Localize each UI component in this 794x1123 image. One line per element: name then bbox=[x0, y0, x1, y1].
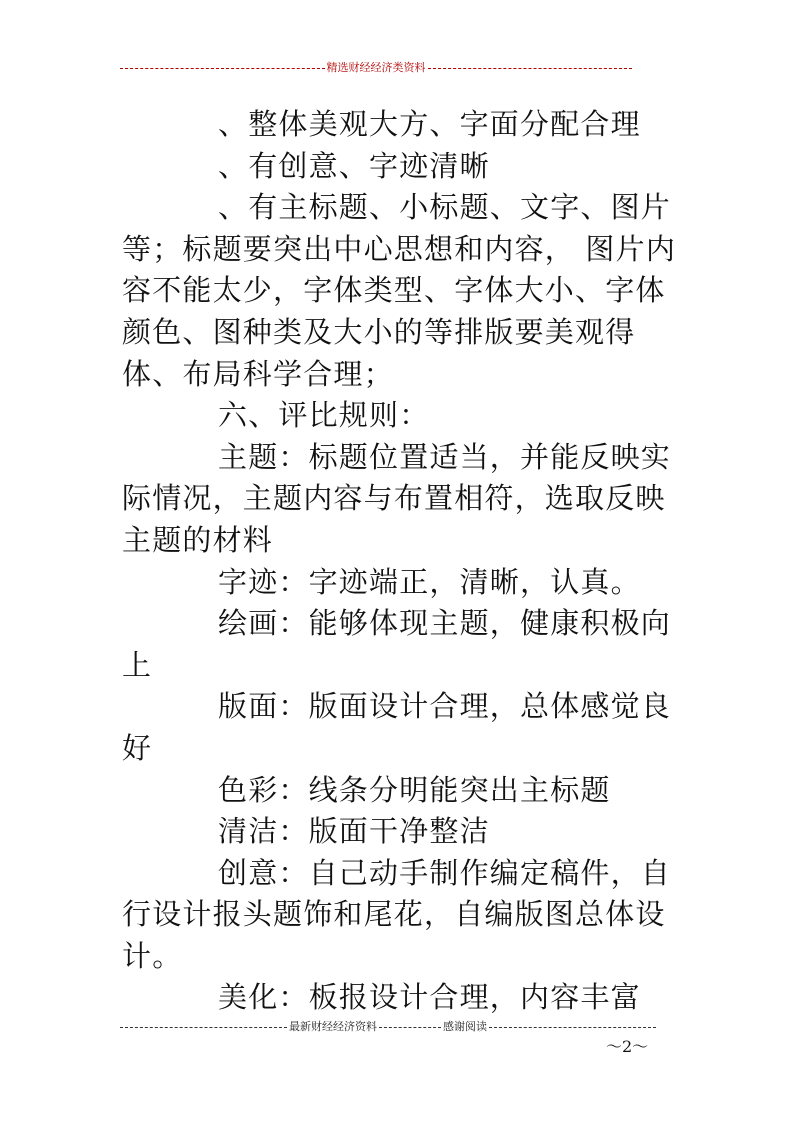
paragraph-creativity: 、有创意、字迹清晰 bbox=[218, 148, 490, 183]
header-text: 精选财经经济类资料 bbox=[326, 61, 426, 74]
footer-dashed-line-middle bbox=[379, 1027, 441, 1028]
rule-cleanliness: 清洁：版面干净整洁 bbox=[218, 814, 490, 849]
rule-creativity: 创意：自己动手制作编定稿件，自行设计报头题饰和尾花，自编版图总体设 计。 bbox=[122, 855, 672, 973]
header-dashed-line-right bbox=[428, 68, 633, 69]
footer-right-text: 感谢阅读 bbox=[443, 1020, 487, 1033]
rule-layout: 版面：版面设计合理，总体感觉良好 bbox=[122, 689, 672, 765]
footer-left-text: 最新财经经济资料 bbox=[289, 1020, 377, 1033]
document-body bbox=[122, 104, 682, 1019]
rule-beautification: 美化：板报设计合理，内容丰富 bbox=[218, 980, 641, 1015]
paragraph-titles-requirements: 、有主标题、小标题、文字、图片等；标题要突出中心思想和内容， 图片内容不能太少，字体类型、字体大小、字体颜色、图种类及大小的等排版要美观得体、布局科学合理； bbox=[122, 190, 677, 391]
section-heading-rules: 六、评比规则： bbox=[218, 398, 430, 433]
paragraph-layout-beauty: 、整体美观大方、字面分配合理 bbox=[218, 107, 641, 141]
footer-dashed-line-left bbox=[120, 1027, 287, 1028]
header-dashed-line-left bbox=[120, 68, 325, 69]
page-number: ～2～ bbox=[606, 1037, 649, 1056]
rule-drawing: 绘画：能够体现主题，健康积极向上 bbox=[122, 606, 672, 682]
footer-dashed-line-right bbox=[489, 1027, 656, 1028]
rule-theme: 主题：标题位置适当，并能反映实际情况，主题内容与布置相符，选取反映主题的材料 bbox=[122, 439, 672, 557]
rule-handwriting: 字迹：字迹端正，清晰，认真。 bbox=[218, 564, 641, 599]
page-header bbox=[120, 60, 632, 76]
rule-color: 色彩：线条分明能突出主标题 bbox=[218, 772, 611, 807]
page-footer bbox=[120, 1019, 656, 1035]
